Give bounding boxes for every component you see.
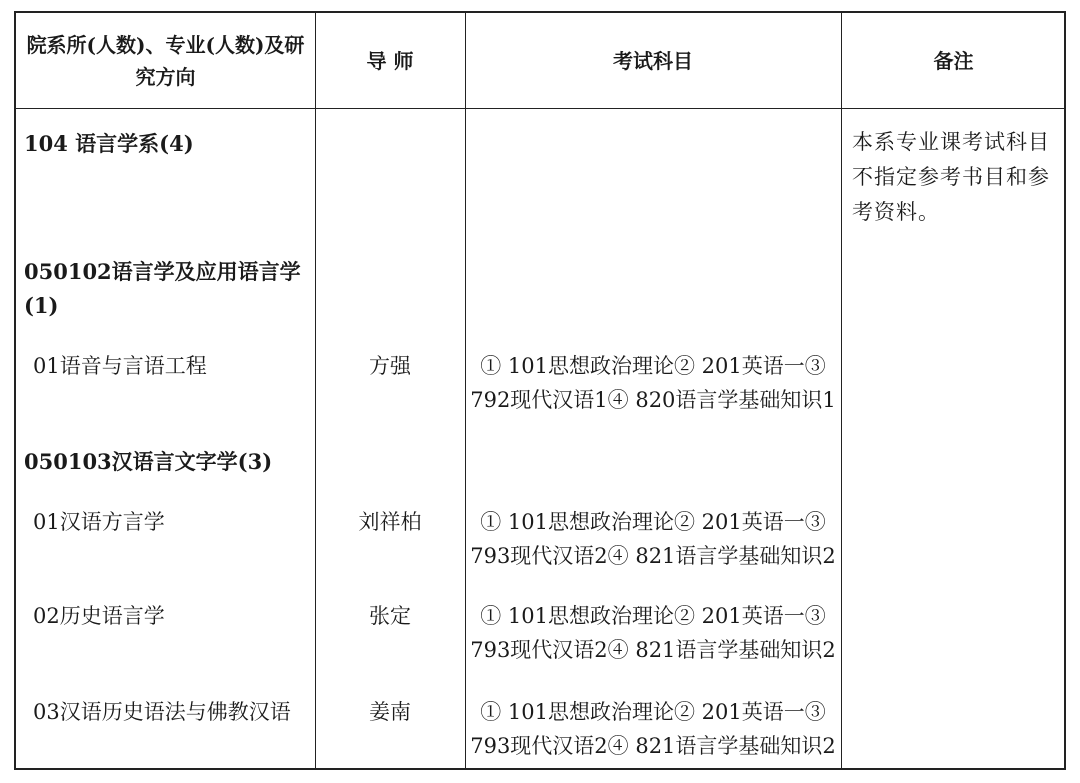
column-divider <box>841 13 842 768</box>
exam-line: ① 101思想政治理论② 201英语一③ <box>480 510 826 534</box>
header-exam-subjects: 考试科目 <box>613 48 693 73</box>
direction-name: 03汉语历史语法与佛教汉语 <box>33 700 291 724</box>
direction-name: 01语音与言语工程 <box>33 354 207 378</box>
header-divider <box>16 108 1064 109</box>
advisor-name: 姜南 <box>369 700 411 724</box>
exam-line: 792现代汉语1④ 820语言学基础知识1 <box>470 388 836 412</box>
exam-line: ① 101思想政治理论② 201英语一③ <box>480 604 826 628</box>
advisor-name: 张定 <box>369 604 411 628</box>
major-title-quota: (1) <box>24 293 59 318</box>
exam-line: ① 101思想政治理论② 201英语一③ <box>480 700 826 724</box>
exam-line: 793现代汉语2④ 821语言学基础知识2 <box>470 638 836 662</box>
exam-line: 793现代汉语2④ 821语言学基础知识2 <box>470 544 836 568</box>
exam-line: 793现代汉语2④ 821语言学基础知识2 <box>470 734 836 758</box>
header-advisor: 导 师 <box>366 48 414 73</box>
header-department: 院系所(人数)、专业(人数)及研究方向 <box>26 32 305 89</box>
header-remarks: 备注 <box>933 48 974 73</box>
direction-name: 02历史语言学 <box>33 604 165 628</box>
column-divider <box>315 13 316 768</box>
advisor-name: 刘祥柏 <box>358 510 422 534</box>
direction-name: 01汉语方言学 <box>33 510 165 534</box>
exam-line: ① 101思想政治理论② 201英语一③ <box>480 354 826 378</box>
remarks-note: 本系专业课考试科目不指定参考书目和参考资料。 <box>852 130 1050 224</box>
advisor-name: 方强 <box>369 354 411 378</box>
major-title: 050103汉语言文字学(3) <box>24 449 273 474</box>
admissions-table <box>14 11 1066 770</box>
department-title: 104 语言学系(4) <box>24 131 194 156</box>
major-title: 050102语言学及应用语言学 <box>24 259 301 284</box>
